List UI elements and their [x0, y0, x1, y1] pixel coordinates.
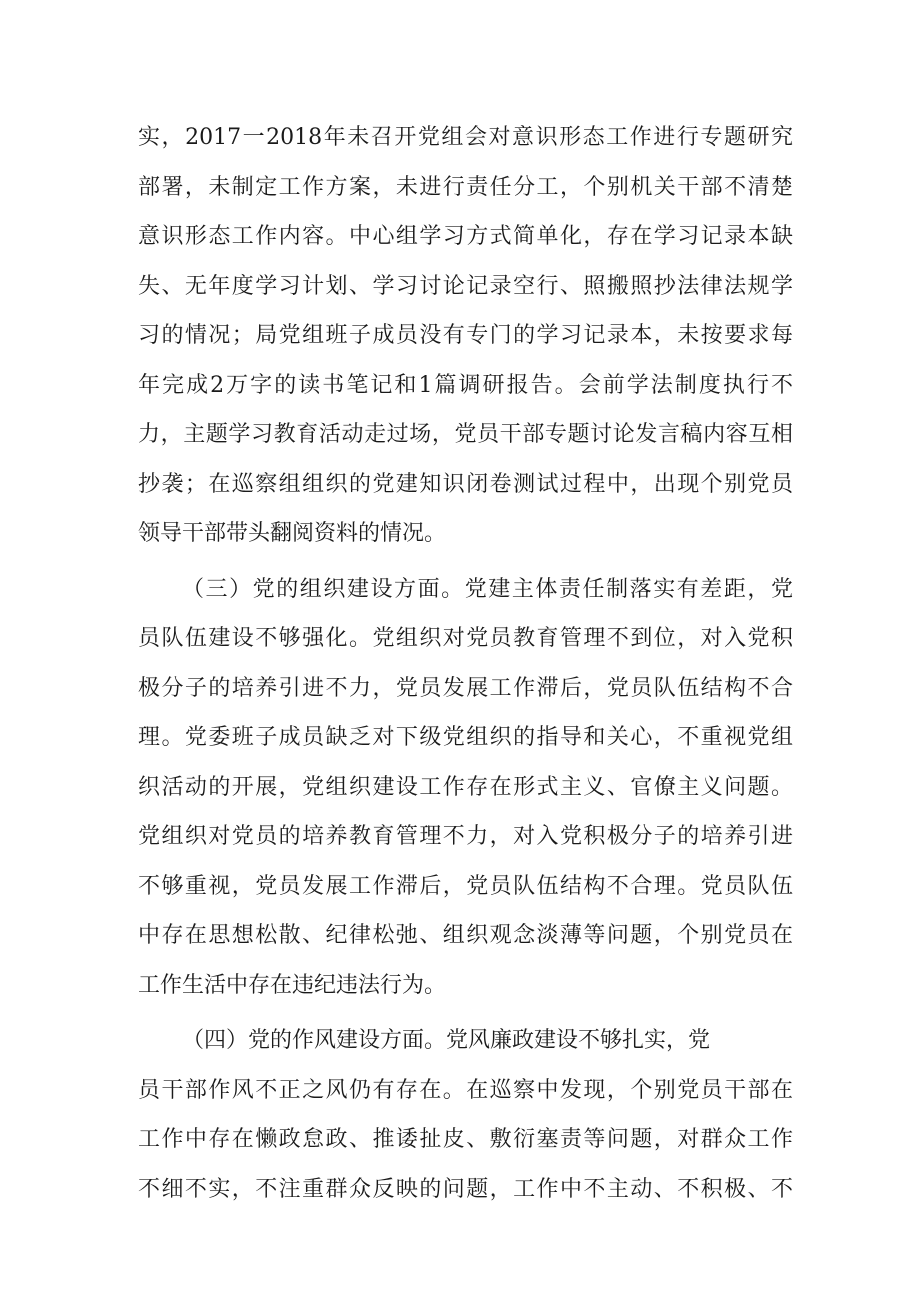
text-line: 领导干部带头翻阅资料的情况。: [138, 521, 447, 546]
text-line: 中存在思想松散、纪律松弛、组织观念淡薄等问题，个别党员在: [138, 923, 793, 948]
paragraph-organization: [138, 565, 793, 1011]
text-line: 极分子的培养引进不力，党员发展工作滞后，党员队伍结构不合: [138, 675, 793, 701]
text-line: 工作生活中存在违纪违法行为。: [138, 972, 447, 998]
text-line: 理。党委班子成员缺乏对下级党组织的指导和关心，不重视党组: [138, 725, 793, 750]
text-line: 年完成2万字的读书笔记和1篇调研报告。会前学法制度执行不: [138, 372, 793, 398]
text-line: 抄袭；在巡察组组织的党建知识闭卷测试过程中，出现个别党员: [138, 471, 793, 497]
text-line: 工作中存在懒政怠政、推诿扯皮、敷衍塞责等问题，对群众工作: [138, 1127, 793, 1152]
text-line: 习的情况；局党组班子成员没有专门的学习记录本，未按要求每: [138, 323, 793, 348]
text-line: 不细不实，不注重群众反映的问题，工作中不主动、不积极、不: [138, 1176, 793, 1202]
text-line: 部署，未制定工作方案，未进行责任分工，个别机关干部不清楚: [138, 174, 793, 200]
text-line: 失、无年度学习计划、学习讨论记录空行、照搬照抄法律法规学: [138, 273, 793, 299]
text-line: 实，2017一2018年未召开党组会对意识形态工作进行专题研究: [138, 125, 793, 150]
paragraph-conduct: [138, 1016, 793, 1214]
document-page: [138, 113, 793, 1214]
text-line: 意识形态工作内容。中心组学习方式简单化，存在学习记录本缺: [138, 224, 793, 249]
text-line: 力，主题学习教育活动走过场，党员干部专题讨论发言稿内容互相: [138, 422, 793, 447]
paragraph-ideology: [138, 113, 793, 559]
text-line: 党组织对党员的培养教育管理不力，对入党积极分子的培养引进: [138, 824, 793, 849]
text-line: 织活动的开展，党组织建设工作存在形式主义、官僚主义问题。: [138, 774, 793, 800]
text-line: （四）党的作风建设方面。党风廉政建设不够扎实，党: [182, 1028, 711, 1053]
text-line: 员干部作风不正之风仍有存在。在巡察中发现，个别党员干部在: [138, 1077, 793, 1103]
text-line: 员队伍建设不够强化。党组织对党员教育管理不到位，对入党积: [138, 626, 793, 651]
text-line: （三）党的组织建设方面。党建主体责任制落实有差距，党: [182, 576, 793, 602]
text-line: 不够重视，党员发展工作滞后，党员队伍结构不合理。党员队伍: [138, 873, 793, 899]
